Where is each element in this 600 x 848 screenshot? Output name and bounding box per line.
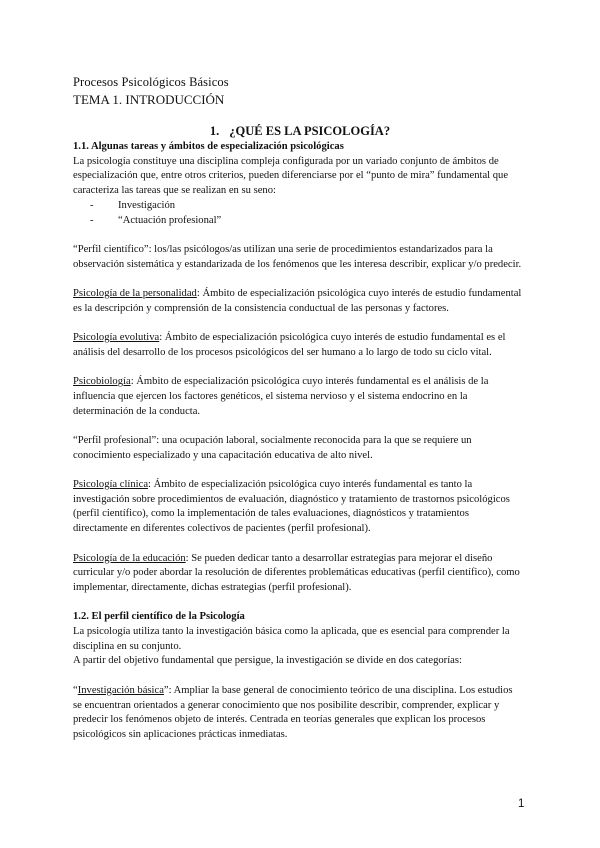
- page-number: 1: [518, 798, 525, 810]
- list-item: - “Actuación profesional”: [90, 214, 222, 226]
- clinica-term: Psicología clínica: [73, 479, 149, 491]
- evolutiva-term: Psicología evolutiva: [73, 332, 160, 344]
- psicobiologia-paragraph: Psicobiología: Ámbito de especialización psicológica cuyo interés fundamental es el análisis de la influencia que ejercen los factores genéticos, el sistema nervioso y el sistema endocrino en la determinación de la conducta.: [73, 376, 489, 417]
- psicobiologia-term: Psicobiología: [73, 376, 131, 388]
- educacion-term: Psicología de la educación: [73, 552, 186, 564]
- intro-paragraph: La psicología constituye una disciplina compleja configurada por un variado conjunto de ámbitos de especialización que, entre otros criterios, pueden diferenciarse por el “punto de mira” fundamental que caracteriza las tareas que se realizan en su seno:: [73, 155, 509, 197]
- task-list: [73, 199, 523, 228]
- evolutiva-paragraph: Psicología evolutiva: Ámbito de especialización psicológica cuyo interés de estudio fundamental es el análisis del desarrollo de los procesos psicológicos del ser humano a lo largo de todo su ciclo vital.: [73, 332, 506, 358]
- header-subject: Procesos Psicológicos Básicos: [73, 75, 229, 89]
- perfil-cientifico-paragraph: “Perfil científico”: los/las psicólogos/as utilizan una serie de procedimientos estandarizados para la observación sistemática y estandarizada de los fenómenos que les interesa describir, explicar y/o predecir.: [73, 243, 522, 270]
- basica-paragraph: “Investigación básica”: Ampliar la base general de conocimiento teórico de una disciplina. Los estudios se encuentran orientados a generar conocimiento que nos posibilite describir, comprender, explicar y predecir los fenómenos objeto de interés. Centrada en teorías generales que explican los procesos psicológicos sin aplicaciones prácticas inmediatas.: [73, 684, 513, 740]
- subsection-1-2-title: 1.2. El perfil científico de la Psicología: [73, 611, 245, 623]
- clinica-paragraph: Psicología clínica: Ámbito de especialización psicológica cuyo interés fundamental es tanto la investigación sobre procedimientos de evaluación, diagnóstico y tratamiento de trastornos psicológicos (perfil científico), como la implementación de tales evaluaciones, diagnósticos y tratamientos directamente en diferentes colectivos de pacientes (perfil profesional).: [73, 479, 510, 535]
- investigacion-paragraph-2: A partir del objetivo fundamental que persigue, la investigación se divide en dos categorías:: [73, 655, 462, 667]
- investigacion-paragraph-1: La psicología utiliza tanto la investigación básica como la aplicada, que es esencial para comprender la disciplina en su conjunto.: [73, 626, 510, 652]
- section-title-text: ¿QUÉ ES LA PSICOLOGÍA?: [229, 124, 391, 138]
- subsection-1-1-title: 1.1. Algunas tareas y ámbitos de especialización psicológicas: [73, 141, 344, 152]
- personalidad-term: Psicología de la personalidad: [73, 288, 197, 299]
- document-header: [73, 74, 229, 108]
- perfil-profesional-paragraph: “Perfil profesional”: una ocupación laboral, socialmente reconocida para la que se requiere un conocimiento especializado y una capacitación educativa de alto nivel.: [73, 434, 472, 461]
- header-tema: TEMA 1. INTRODUCCIÓN: [73, 92, 225, 107]
- section-title: [0, 124, 600, 139]
- list-item: - Investigación: [90, 199, 176, 211]
- section-number: 1.: [209, 124, 220, 138]
- basica-term: Investigación básica: [77, 684, 164, 696]
- personalidad-paragraph: Psicología de la personalidad: Ámbito de especialización psicológica cuyo interés de estudio fundamental es la descripción y comprensión de la consistencia conductual de las personas y factores.: [73, 288, 522, 314]
- document-body: [73, 140, 523, 743]
- educacion-paragraph: Psicología de la educación: Se pueden dedicar tanto a desarrollar estrategias para mejorar el diseño curricular y/o poder abordar la resolución de diferentes problemáticas educativas (perfil científico), como implementar, directamente, dichas estrategias (perfil profesional).: [73, 552, 520, 593]
